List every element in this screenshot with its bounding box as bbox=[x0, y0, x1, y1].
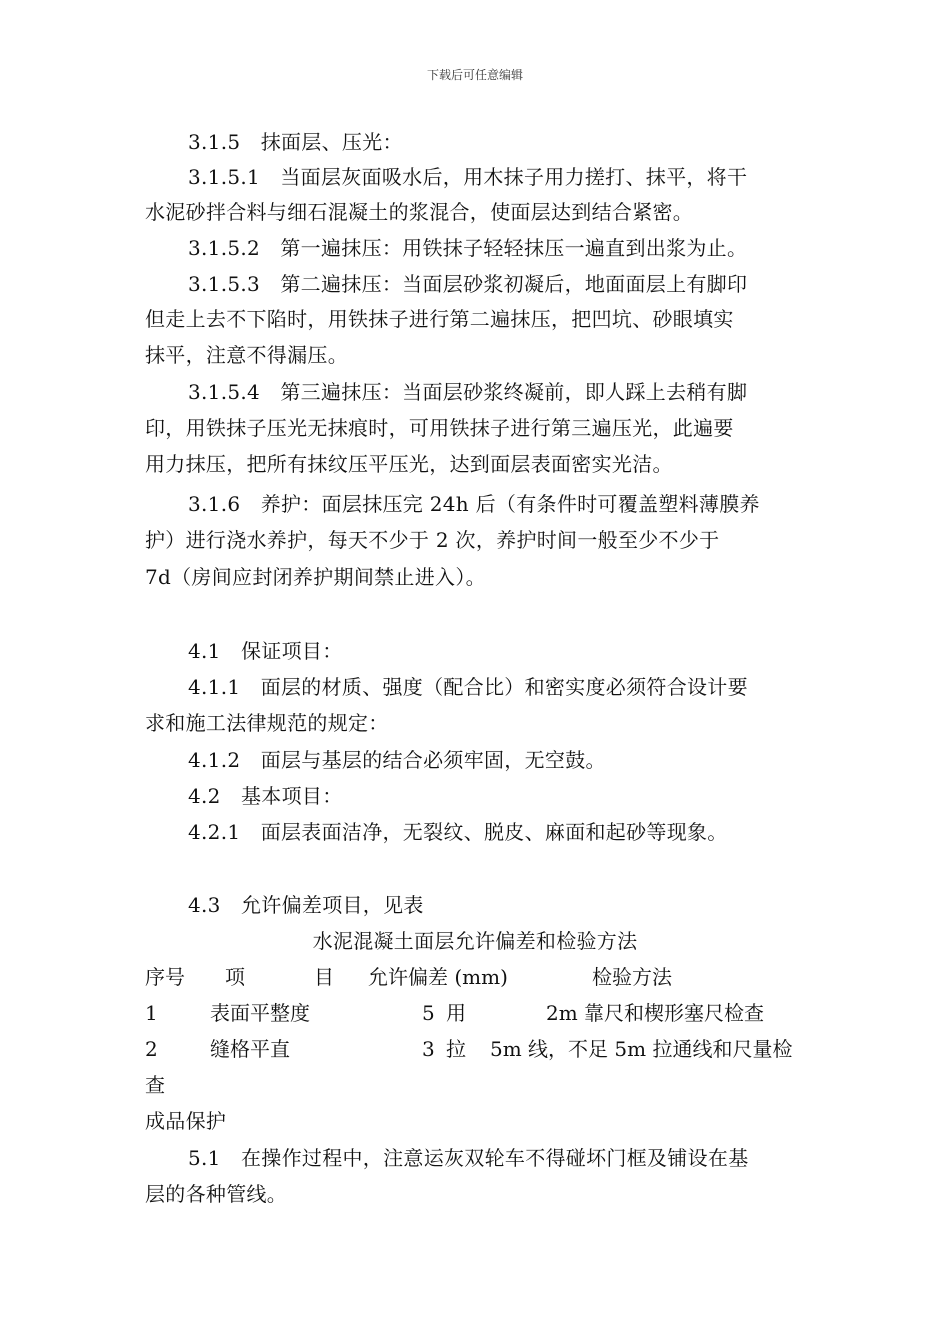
header-deviation: 允许偏差 (mm) bbox=[368, 965, 508, 989]
row-1-no: 1 bbox=[145, 1001, 158, 1025]
row-2-item: 缝格平直 bbox=[210, 1037, 290, 1061]
para-3-1-5-3-cont2: 抹平，注意不得漏压。 bbox=[145, 343, 348, 367]
para-3-1-5-3: 3.1.5.3 第二遍抹压：当面层砂浆初凝后，地面面层上有脚印 bbox=[188, 272, 748, 296]
para-3-1-5-3-cont1: 但走上去不下陷时，用铁抹子进行第二遍抹压，把凹坑、砂眼填实 bbox=[145, 307, 734, 331]
section-4-3: 4.3 允许偏差项目，见表 bbox=[188, 893, 424, 917]
para-5-1: 5.1 在操作过程中，注意运灰双轮车不得碰坏门框及铺设在基 bbox=[188, 1146, 749, 1170]
section-4-2: 4.2 基本项目： bbox=[188, 784, 343, 808]
row-2-method-a: 拉 bbox=[446, 1037, 466, 1061]
para-4-1-1-cont: 求和施工法律规范的规定： bbox=[145, 711, 389, 735]
para-3-1-5-1-cont: 水泥砂拌合料与细石混凝土的浆混合，使面层达到结合紧密。 bbox=[145, 200, 694, 224]
table-title: 水泥混凝土面层允许偏差和检验方法 bbox=[312, 929, 638, 953]
row-1-method-b: 2m 靠尺和楔形塞尺检查 bbox=[546, 1001, 765, 1025]
para-3-1-5-4: 3.1.5.4 第三遍抹压：当面层砂浆终凝前，即人踩上去稍有脚 bbox=[188, 380, 748, 404]
section-product-protection: 成品保护 bbox=[145, 1109, 227, 1133]
page-header-note: 下载后可任意编辑 bbox=[426, 68, 523, 82]
para-4-1-1: 4.1.1 面层的材质、强度（配合比）和密实度必须符合设计要 bbox=[188, 675, 748, 699]
row-1-item: 表面平整度 bbox=[210, 1001, 310, 1025]
row-2-no: 2 bbox=[145, 1037, 158, 1061]
header-no: 序号 bbox=[145, 965, 185, 989]
header-item-b: 目 bbox=[314, 965, 334, 989]
para-4-1-2: 4.1.2 面层与基层的结合必须牢固，无空鼓。 bbox=[188, 748, 606, 772]
para-3-1-5-4-cont2: 用力抹压，把所有抹纹压平压光，达到面层表面密实光洁。 bbox=[145, 452, 673, 476]
header-method: 检验方法 bbox=[592, 965, 672, 989]
para-3-1-5-4-cont1: 印，用铁抹子压光无抹痕时，可用铁抹子进行第三遍压光，此遍要 bbox=[145, 416, 734, 440]
row-1-method-a: 用 bbox=[446, 1001, 466, 1025]
para-3-1-5-2: 3.1.5.2 第一遍抹压：用铁抹子轻轻抹压一遍直到出浆为止。 bbox=[188, 236, 748, 260]
row-1-deviation: 5 bbox=[422, 1001, 435, 1025]
para-3-1-6: 3.1.6 养护：面层抹压完 24h 后（有条件时可覆盖塑料薄膜养 bbox=[188, 492, 760, 516]
header-item-a: 项 bbox=[225, 965, 245, 989]
section-4-1: 4.1 保证项目： bbox=[188, 639, 343, 663]
para-3-1-5-1: 3.1.5.1 当面层灰面吸水后，用木抹子用力搓打、抹平，将干 bbox=[188, 165, 748, 189]
row-2-method-wrap: 查 bbox=[145, 1073, 165, 1097]
para-4-2-1: 4.2.1 面层表面洁净，无裂纹、脱皮、麻面和起砂等现象。 bbox=[188, 820, 728, 844]
section-3-1-5: 3.1.5 抹面层、压光： bbox=[188, 130, 403, 154]
para-3-1-6-cont1: 护）进行浇水养护，每天不少于 2 次，养护时间一般至少不少于 bbox=[145, 528, 720, 552]
row-2-method-b: 5m 线，不足 5m 拉通线和尺量检 bbox=[490, 1037, 793, 1061]
row-2-deviation: 3 bbox=[422, 1037, 435, 1061]
para-3-1-6-cont2: 7d（房间应封闭养护期间禁止进入）。 bbox=[145, 565, 486, 589]
para-5-1-cont: 层的各种管线。 bbox=[145, 1182, 288, 1206]
